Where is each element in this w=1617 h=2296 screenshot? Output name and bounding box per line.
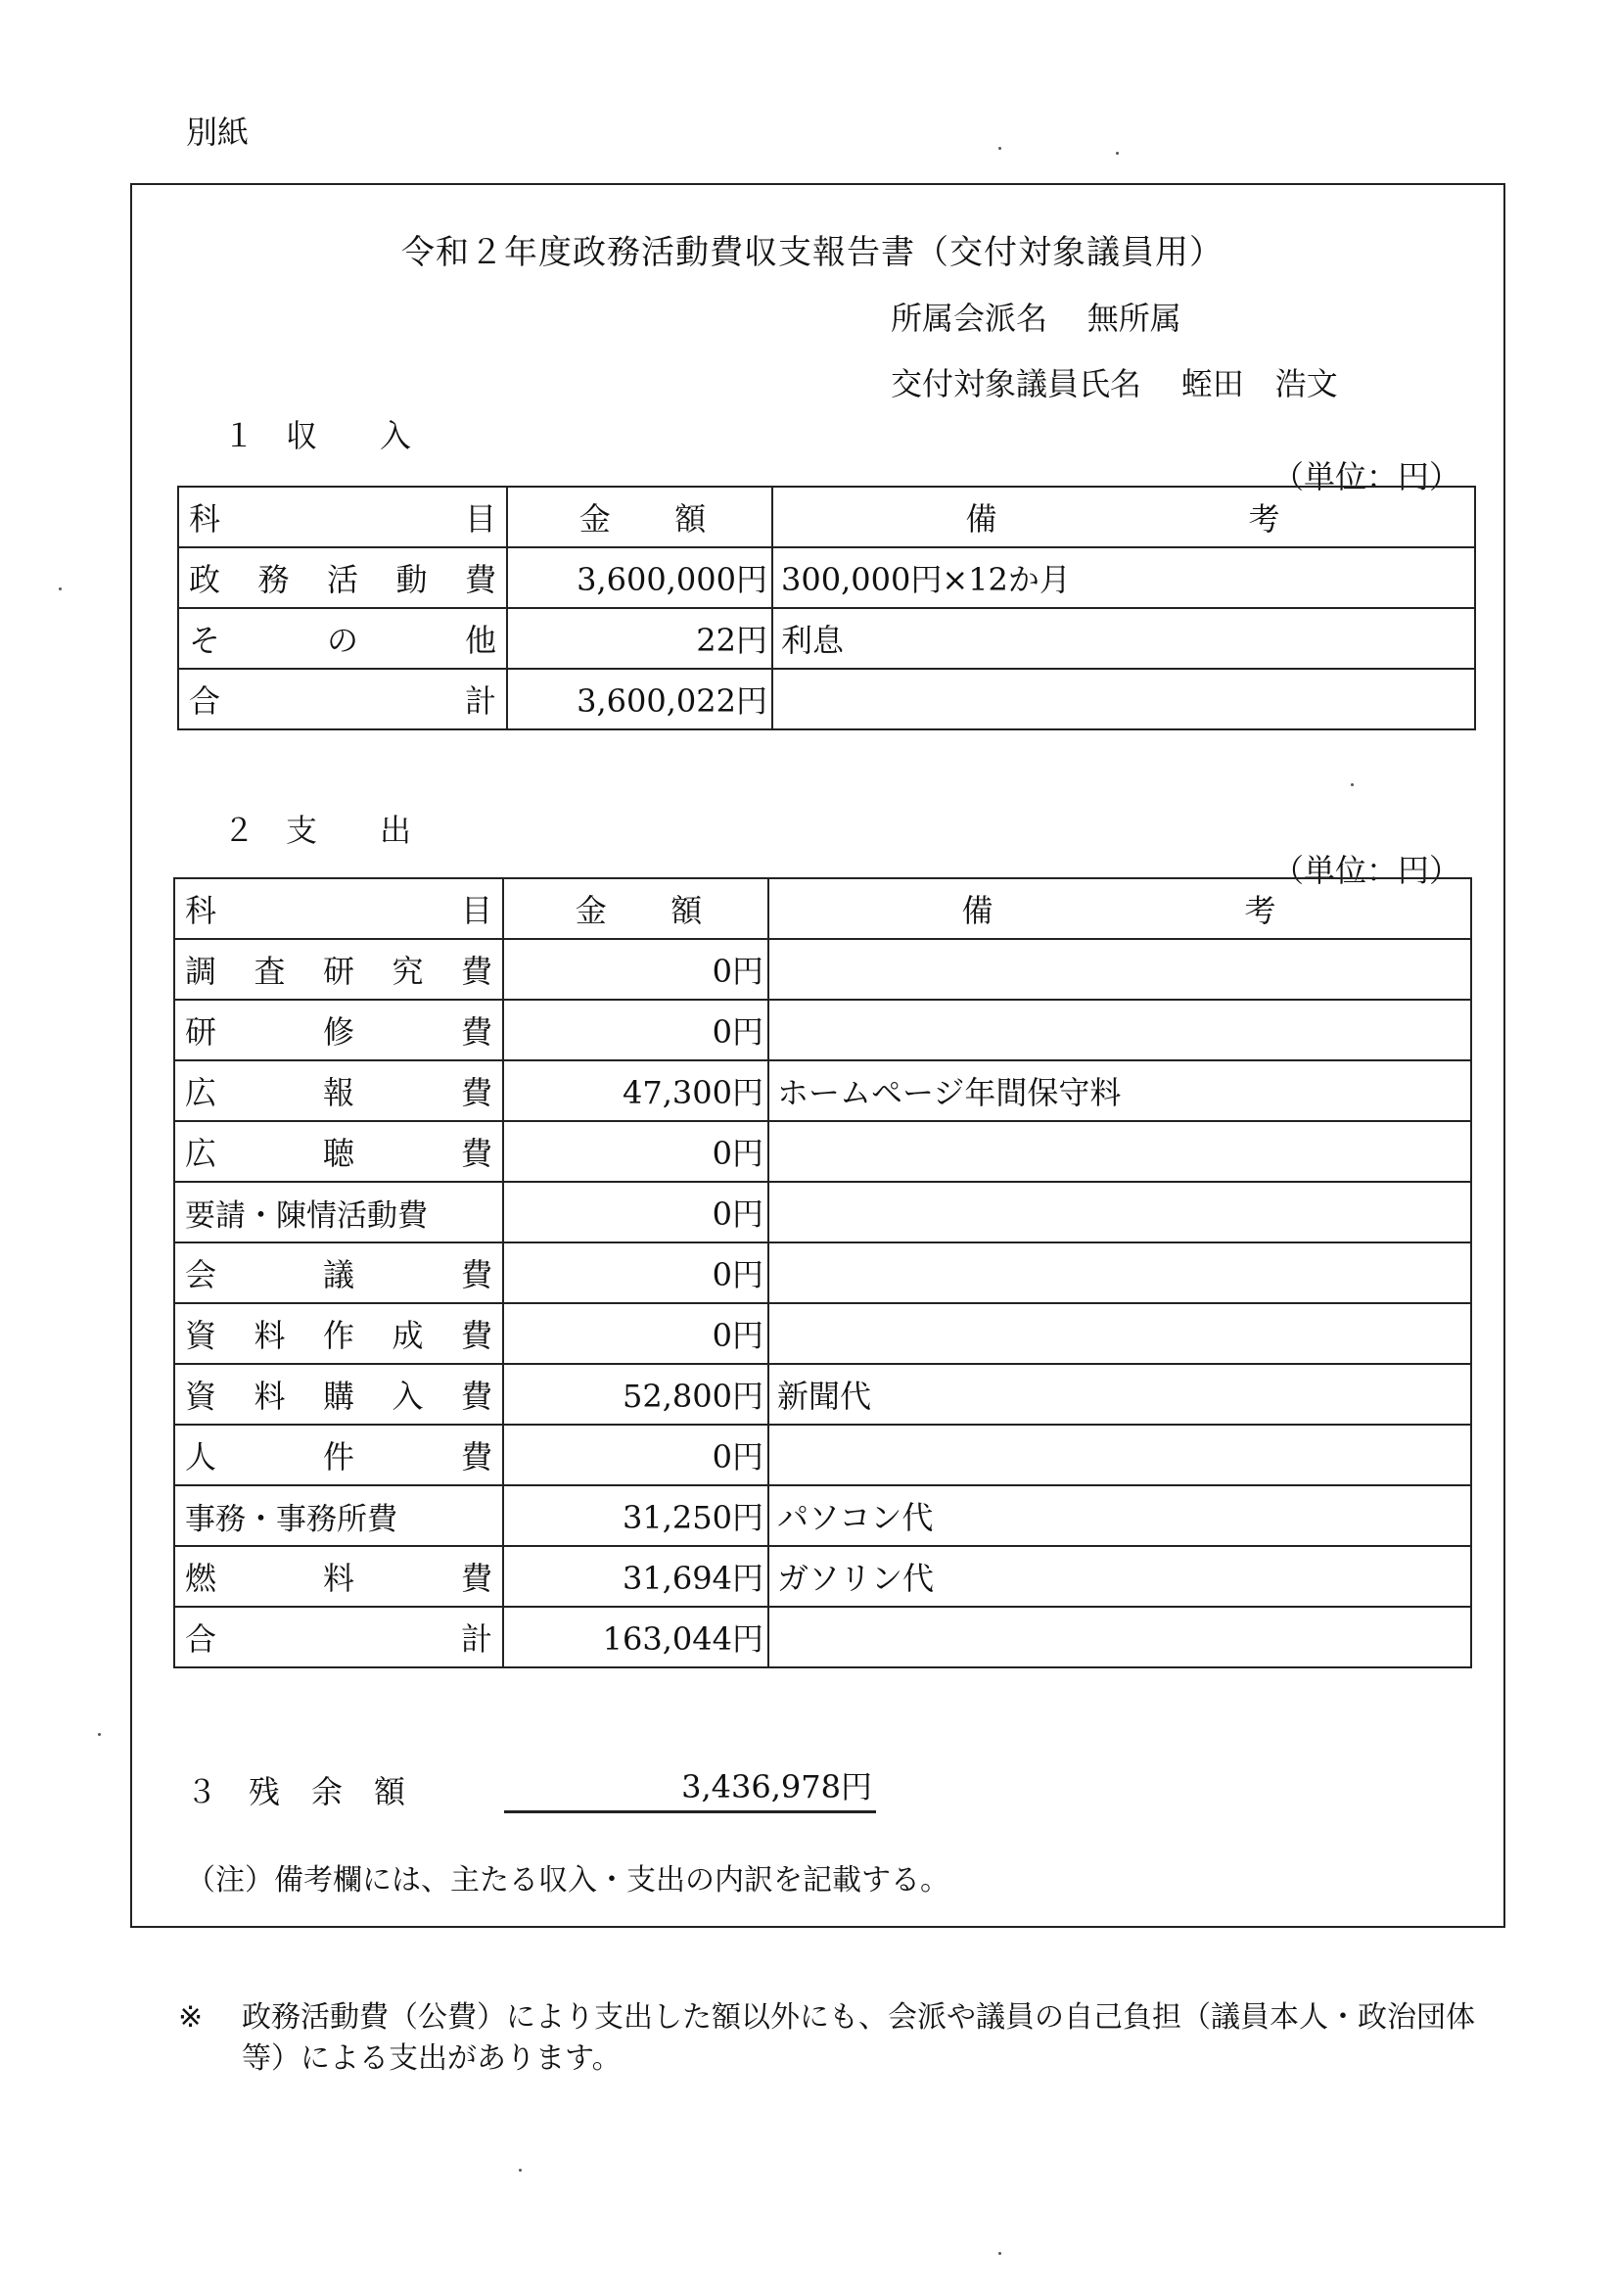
income-header-note: 備 考 xyxy=(772,487,1475,547)
income-item-cell: 合 計 xyxy=(178,669,507,729)
expense-header-row xyxy=(174,878,1471,939)
note-line: （注）備考欄には、主たる収入・支出の内訳を記載する。 xyxy=(186,1863,949,1898)
expense-amount-cell: 0円 xyxy=(503,1121,768,1182)
income-row xyxy=(178,547,1475,608)
expense-row xyxy=(174,1182,1471,1242)
income-header-item: 科 目 xyxy=(178,487,507,547)
scan-speck xyxy=(59,587,62,590)
expense-header-note: 備 考 xyxy=(768,878,1471,939)
expense-amount-cell: 0円 xyxy=(503,1303,768,1364)
expense-note-cell xyxy=(768,1607,1471,1667)
expense-item-cell: 研 修 費 xyxy=(174,1000,503,1060)
expense-header-item: 科 目 xyxy=(174,878,503,939)
expense-row xyxy=(174,1242,1471,1303)
affiliation-line xyxy=(891,294,1181,339)
expense-amount-cell: 0円 xyxy=(503,1425,768,1485)
affiliation-label: 所属会派名 xyxy=(891,300,1048,337)
income-item-cell: 政 務 活 動 費 xyxy=(178,547,507,608)
expense-amount-cell: 0円 xyxy=(503,1182,768,1242)
expense-row xyxy=(174,1546,1471,1607)
balance-label: ３ 残 余 額 xyxy=(186,1773,406,1810)
expense-table xyxy=(173,877,1472,1668)
expense-item-cell: 事務・事務所費 xyxy=(174,1485,503,1546)
expense-amount-cell: 163,044円 xyxy=(503,1607,768,1667)
income-note-cell: 利息 xyxy=(772,608,1475,669)
member-label: 交付対象議員氏名 xyxy=(891,365,1142,402)
income-row xyxy=(178,669,1475,729)
expense-amount-cell: 47,300円 xyxy=(503,1060,768,1121)
expense-item-cell: 人 件 費 xyxy=(174,1425,503,1485)
expense-row xyxy=(174,1485,1471,1546)
income-amount-cell: 3,600,000円 xyxy=(507,547,772,608)
expense-item-cell: 合 計 xyxy=(174,1607,503,1667)
income-item-cell: そ の 他 xyxy=(178,608,507,669)
expense-heading: ２ 支 出 xyxy=(223,812,412,849)
expense-row xyxy=(174,1121,1471,1182)
report-title: 令和２年度政務活動費収支報告書（交付対象議員用） xyxy=(401,233,1224,272)
balance-value: 3,436,978円 xyxy=(504,1762,876,1813)
expense-note-cell: 新聞代 xyxy=(768,1364,1471,1425)
expense-header-amount: 金 額 xyxy=(503,878,768,939)
expense-amount-cell: 52,800円 xyxy=(503,1364,768,1425)
footnote-text: 政務活動費（公費）により支出した額以外にも、会派や議員の自己負担（議員本人・政治団体等）による支出があります。 xyxy=(242,2000,1475,2076)
income-table xyxy=(177,486,1476,730)
income-unit: （単位：円） xyxy=(1272,458,1461,495)
expense-item-cell: 広 聴 費 xyxy=(174,1121,503,1182)
expense-note-cell xyxy=(768,1000,1471,1060)
scan-speck xyxy=(519,2169,522,2172)
expense-row xyxy=(174,1364,1471,1425)
expense-unit: （単位：円） xyxy=(1272,852,1461,889)
scan-speck xyxy=(1351,783,1354,786)
expense-note-cell: ホームページ年間保守料 xyxy=(768,1060,1471,1121)
top-note: 別紙 xyxy=(186,114,250,151)
expense-item-cell: 資 料 作 成 費 xyxy=(174,1303,503,1364)
expense-item-cell: 要請・陳情活動費 xyxy=(174,1182,503,1242)
expense-row xyxy=(174,1060,1471,1121)
expense-row xyxy=(174,939,1471,1000)
scan-speck xyxy=(1116,152,1119,155)
expense-amount-cell: 31,694円 xyxy=(503,1546,768,1607)
scan-speck xyxy=(998,147,1001,150)
income-amount-cell: 3,600,022円 xyxy=(507,669,772,729)
footnote-mark: ※ xyxy=(178,2000,204,2035)
expense-item-cell: 会 議 費 xyxy=(174,1242,503,1303)
expense-note-cell xyxy=(768,1182,1471,1242)
affiliation-value: 無所属 xyxy=(1086,300,1181,337)
expense-row xyxy=(174,1425,1471,1485)
scan-speck xyxy=(998,2252,1001,2255)
expense-note-cell xyxy=(768,1425,1471,1485)
expense-row xyxy=(174,1000,1471,1060)
expense-amount-cell: 31,250円 xyxy=(503,1485,768,1546)
expense-item-cell: 資 料 購 入 費 xyxy=(174,1364,503,1425)
expense-note-cell xyxy=(768,1303,1471,1364)
scan-speck xyxy=(98,1733,101,1736)
expense-amount-cell: 0円 xyxy=(503,939,768,1000)
income-header-row xyxy=(178,487,1475,547)
member-name: 蛭田 浩文 xyxy=(1180,365,1338,402)
income-row xyxy=(178,608,1475,669)
expense-note-cell: パソコン代 xyxy=(768,1485,1471,1546)
expense-note-cell: ガソリン代 xyxy=(768,1546,1471,1607)
member-line xyxy=(891,359,1338,404)
expense-note-cell xyxy=(768,1242,1471,1303)
expense-note-cell xyxy=(768,1121,1471,1182)
expense-amount-cell: 0円 xyxy=(503,1000,768,1060)
income-note-cell: 300,000円×12か月 xyxy=(772,547,1475,608)
expense-note-cell xyxy=(768,939,1471,1000)
expense-row xyxy=(174,1607,1471,1667)
expense-item-cell: 燃 料 費 xyxy=(174,1546,503,1607)
expense-row xyxy=(174,1303,1471,1364)
expense-item-cell: 広 報 費 xyxy=(174,1060,503,1121)
expense-amount-cell: 0円 xyxy=(503,1242,768,1303)
income-header-amount: 金 額 xyxy=(507,487,772,547)
income-amount-cell: 22円 xyxy=(507,608,772,669)
income-note-cell xyxy=(772,669,1475,729)
income-heading: １ 収 入 xyxy=(223,417,412,454)
expense-item-cell: 調 査 研 究 費 xyxy=(174,939,503,1000)
